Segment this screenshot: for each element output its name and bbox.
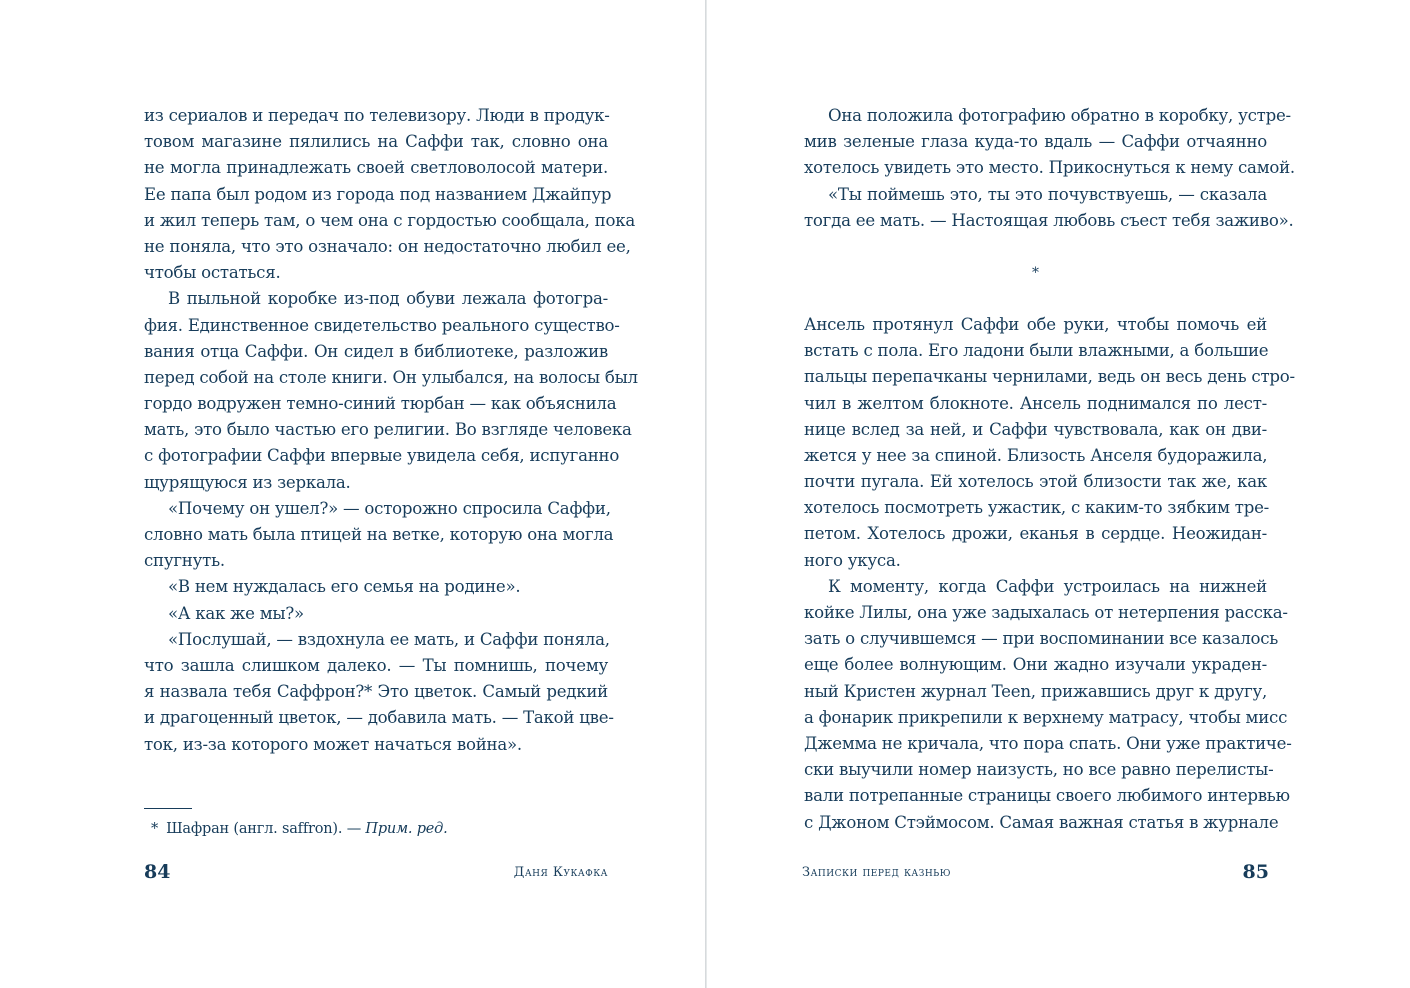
text-line: «Почему он ушел?» — осторожно спросила Саффи, bbox=[168, 498, 611, 518]
text-line: «В нем нуждалась его семья на родине». bbox=[168, 577, 521, 597]
text-line: нице вслед за ней, и Саффи чувствовала, как он дви- bbox=[804, 419, 1267, 439]
text-line: а фонарик прикрепили к верхнему матрасу, чтобы мисс bbox=[804, 707, 1288, 727]
text-line: не поняла, что это означало: он недостаточно любил ее, bbox=[144, 236, 631, 256]
text-line: жется у нее за спиной. Близость Анселя будоражила, bbox=[804, 445, 1268, 465]
text-line: Ее папа был родом из города под названием Джайпур bbox=[144, 184, 612, 204]
text-line: товом магазине пялились на Саффи так, словно она bbox=[144, 132, 608, 152]
text-line: ный Кристен журнал Teen, прижавшись друг к другу, bbox=[804, 681, 1267, 701]
text-line: петом. Хотелось дрожи, еканья в сердце. Неожидан- bbox=[804, 524, 1267, 544]
text-line: Ансель протянул Саффи обе руки, чтобы помочь ей bbox=[804, 314, 1267, 334]
text-line: «А как же мы?» bbox=[168, 603, 304, 623]
text-line: хотелось посмотреть ужастик, с каким-то зябким тре- bbox=[804, 498, 1270, 518]
text-line: К моменту, когда Саффи устроилась на нижней bbox=[828, 576, 1267, 596]
text-line: чтобы остаться. bbox=[144, 263, 281, 283]
footnote-editor-note: Прим. ред. bbox=[365, 821, 448, 837]
text-line: и жил теперь там, о чем она с гордостью сообщала, пока bbox=[144, 210, 635, 230]
running-head-title: Записки перед казнью bbox=[802, 865, 951, 880]
text-line: перед собой на столе книги. Он улыбался, на волосы был bbox=[144, 367, 638, 387]
footnote-text: Шафран (англ. saffron). — bbox=[166, 821, 366, 837]
text-line: встать с пола. Его ладони были влажными, а большие bbox=[804, 341, 1269, 361]
text-line: из сериалов и передач по телевизору. Люди в продук- bbox=[144, 106, 610, 125]
text-line: и драгоценный цветок, — добавила мать. — Такой цве- bbox=[144, 708, 614, 728]
text-line: зать о случившемся — при воспоминании все казалось bbox=[804, 629, 1279, 649]
text-line: вали потрепанные страницы своего любимого интервью bbox=[804, 786, 1290, 806]
text-line: словно мать была птицей на ветке, которую она могла bbox=[144, 525, 614, 544]
text-line: тогда ее мать. — Настоящая любовь съест тебя заживо». bbox=[804, 210, 1294, 230]
text-line: ток, из-за которого может начаться война». bbox=[144, 734, 522, 754]
text-line: Она положила фотографию обратно в коробку, устре- bbox=[828, 106, 1291, 125]
footnote-rule bbox=[144, 808, 192, 809]
right-page bbox=[707, 0, 1410, 988]
text-line: койке Лилы, она уже задыхалась от нетерпения расска- bbox=[804, 603, 1288, 622]
page-number: 85 bbox=[1242, 861, 1269, 883]
text-line: пальцы перепачканы чернилами, ведь он весь день стро- bbox=[804, 367, 1295, 387]
section-separator: * bbox=[1032, 264, 1039, 281]
text-line: почти пугала. Ей хотелось этой близости так же, как bbox=[804, 472, 1267, 492]
text-line: мать, это было частью его религии. Во взгляде человека bbox=[144, 420, 632, 440]
right-page-text bbox=[804, 103, 1295, 836]
text-line: с Джоном Стэймосом. Самая важная статья в журнале bbox=[804, 812, 1279, 832]
text-line: Джемма не кричала, что пора спать. Они уже практиче- bbox=[804, 733, 1292, 753]
text-line: ного укуса. bbox=[804, 550, 901, 570]
text-line: фия. Единственное свидетельство реального существо- bbox=[144, 315, 620, 335]
text-line: я назвала тебя Саффрон?* Это цветок. Самый редкий bbox=[144, 682, 608, 702]
text-line: мив зеленые глаза куда-то вдаль — Саффи отчаянно bbox=[804, 132, 1267, 152]
footnote-marker: * bbox=[151, 821, 159, 837]
text-line: гордо водружен темно-синий тюрбан — как объяснила bbox=[144, 394, 617, 414]
page-number: 84 bbox=[144, 861, 171, 883]
text-line: с фотографии Саффи впервые увидела себя, испуганно bbox=[144, 446, 620, 466]
text-line: что зашла слишком далеко. — Ты помнишь, почему bbox=[144, 655, 608, 675]
text-line: ски выучили номер наизусть, но все равно перелисты- bbox=[804, 760, 1274, 780]
footnote bbox=[151, 818, 448, 840]
text-line: щурящуюся из зеркала. bbox=[144, 472, 351, 492]
text-line: «Ты поймешь это, ты это почувствуешь, — сказала bbox=[828, 184, 1267, 204]
text-line: хотелось увидеть это место. Прикоснуться к нему самой. bbox=[804, 158, 1295, 178]
text-line: не могла принадлежать своей светловолосой матери. bbox=[144, 158, 608, 178]
left-page-text bbox=[144, 103, 638, 758]
running-head-author: Даня Кукафка bbox=[513, 865, 608, 880]
text-line: В пыльной коробке из-под обуви лежала фотогра- bbox=[168, 289, 608, 309]
text-line: чил в желтом блокноте. Ансель поднимался по лест- bbox=[804, 393, 1267, 413]
text-line: «Послушай, — вздохнула ее мать, и Саффи поняла, bbox=[168, 629, 610, 649]
text-line: еще более волнующим. Они жадно изучали украден- bbox=[804, 655, 1267, 675]
text-line: спугнуть. bbox=[144, 551, 225, 571]
text-line: вания отца Саффи. Он сидел в библиотеке, разложив bbox=[144, 341, 608, 361]
